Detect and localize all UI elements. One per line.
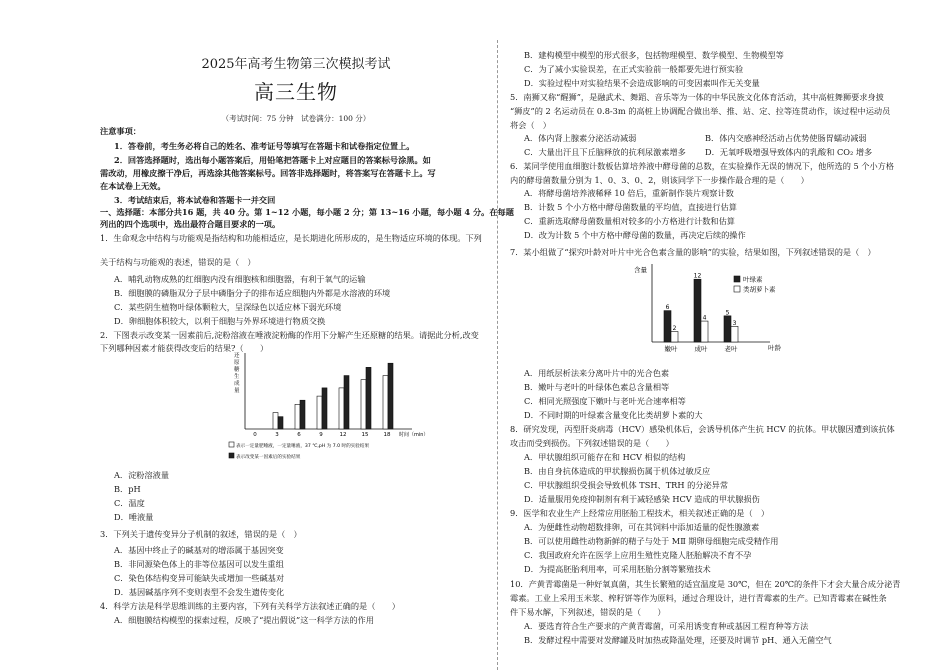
question-text: 下列哪种因素才能获得改变后的结果?（ ） — [100, 343, 269, 353]
x-axis-label: 叶龄 — [768, 344, 781, 352]
y-axis-label: 还原糖生成量 — [234, 353, 240, 394]
question-text: 2．下图表示改变某一因素前后,淀粉溶液在唾液淀粉酶的作用下分解产生还原糖的结果。请据此分析,改变 — [100, 330, 479, 340]
question-text: 10．产黄青霉菌是一种好氧真菌，其生长繁殖的适宜温度是 30℃，但在 20℃的条件下才会大量合成分泌青 — [510, 579, 901, 589]
answer-option: D．卵细胞体积较大，以利于细胞与外界环境进行物质交换 — [114, 316, 326, 326]
answer-option: B．建构模型中模型的形式很多，包括物理模型、数学模型、生物模型等 — [524, 50, 784, 60]
x-tick-label: 9 — [319, 432, 323, 438]
data-label: 2 — [672, 325, 677, 333]
legend-swatch-2 — [229, 453, 234, 458]
question-text: 霉素。工业上采用玉米浆、榨籽饼等作为原料，通过合理设计，进行青霉素的生产。已知青霉素在碱性条 — [510, 593, 887, 603]
bar-series-2 — [322, 388, 327, 429]
answer-option: D．实验过程中对实验结果不会造成影响的可变因素叫作无关变量 — [524, 78, 760, 88]
answer-option: B．发酵过程中需要对发酵罐及时加热或降温处理，还要及时调节 pH、通入无菌空气 — [524, 635, 832, 645]
answer-option: D．适量服用免疫抑制剂有利于减轻感染 HCV 造成的甲状腺损伤 — [524, 494, 760, 504]
question-text: 将会（ ） — [510, 120, 551, 130]
bar-series-1 — [273, 413, 278, 429]
bar-chlorophyll — [694, 279, 701, 342]
exam-title: 2025年高考生物第三次模拟考试 — [201, 57, 391, 72]
reducing-sugar-bar-chart — [227, 349, 437, 469]
exam-time-info: （考试时间：75 分钟 试卷满分：100 分） — [221, 114, 371, 123]
notice-heading: 注意事项： — [100, 126, 141, 136]
answer-option: D．无氧呼吸增强导致体内的乳酸和 CO₂ 增多 — [705, 147, 873, 157]
x-tick-label: 老叶 — [724, 345, 738, 353]
legend-swatch-1 — [229, 442, 234, 447]
answer-option: A．要选育符合生产要求的产黄青霉菌，可采用诱变育种或基因工程育种等方法 — [524, 621, 809, 631]
answer-option: C．温度 — [114, 498, 145, 508]
answer-option: A．细胞膜结构模型的探索过程，反映了“提出假说”这一科学方法的作用 — [114, 615, 374, 625]
question-text: 6．某同学使用血细胞计数板估算培养液中酵母菌的总数，在实验操作无误的情况下，他所选的 5 个小方格 — [510, 161, 895, 171]
answer-option: A．体内肾上腺素分泌活动减弱 — [524, 133, 637, 143]
answer-option: A．甲状腺组织可能存在和 HCV 相似的结构 — [524, 452, 686, 462]
bar-carotenoid — [701, 321, 708, 342]
answer-option: A．淀粉溶液量 — [114, 470, 170, 480]
x-tick-label: 3 — [275, 432, 279, 438]
section-heading: 列出的四个选项中，选出最符合题目要求的一项。 — [100, 219, 281, 229]
bar-carotenoid — [731, 326, 738, 342]
answer-option: B．可以使用雌性动物新鲜的精子与处于 MⅡ 期卵母细胞完成受精作用 — [524, 536, 779, 546]
answer-option: D．为提高胚胎利用率，可采用胚胎分割等繁殖技术 — [524, 564, 711, 574]
answer-option: D．基因碱基序列不变则表型不会发生遗传变化 — [114, 587, 285, 597]
answer-option: C．大量出汗且下丘脑释放的抗利尿激素增多 — [524, 147, 686, 157]
legend-label-2: 类胡萝卜素 — [743, 285, 776, 294]
answer-option: A．基因中终止子的碱基对的增添属于基因突变 — [114, 545, 284, 555]
answer-option: B．嫩叶与老叶的叶绿体色素总含量相等 — [524, 382, 670, 392]
legend-swatch-1 — [734, 276, 740, 282]
data-label: 5 — [725, 309, 730, 317]
question-text: 内的酵母菌数量分别为 1、0、3、0、2，则该同学下一步操作最合理的是（ ） — [510, 175, 809, 185]
x-tick-label: 6 — [297, 432, 301, 438]
answer-option: B．体内交感神经活动占优势使肠胃蠕动减弱 — [705, 133, 867, 143]
answer-option: A．用纸层析法来分离叶片中的光合色素 — [524, 368, 670, 378]
question-text: 5．南狮又称“醒狮”，是融武术、舞蹈、音乐等为一体的中华民族文化体育活动，其中高桩舞狮要求身披 — [510, 92, 884, 102]
notice-line: 2．回答选择题时，选出每小题答案后，用铅笔把答题卡上对应题目的答案标号涂黑。如 — [114, 155, 431, 165]
question-text: 9．医学和农业生产上经常应用胚胎工程技术，相关叙述正确的是（ ） — [510, 508, 770, 518]
answer-option: A．为便雌性动物超数排卵，可在其饲料中添加适量的促性腺激素 — [524, 522, 760, 532]
legend-label-1: 表示一定量肥唾液，一定量唾液，37 ℃,pH 为 7.0 时的实验结果 — [236, 444, 370, 449]
answer-option: D．改为计数 5 个中方格中酵母菌的数量，再决定后续的操作 — [524, 230, 746, 240]
question-text: 3．下列关于遗传变异分子机制的叙述，错误的是（ ） — [100, 529, 302, 539]
column-divider — [497, 40, 498, 670]
question-text: 8．研究发现，丙型肝炎病毒（HCV）感染机体后，会诱导机体产生抗 HCV 的抗体。甲状腺因遭到该抗体 — [510, 424, 895, 434]
notice-line: 3．考试结束后，将本试卷和答题卡一并交回 — [114, 195, 276, 205]
bar-series-2 — [278, 417, 283, 429]
x-tick-label: 嫩叶 — [664, 345, 678, 353]
answer-option: C．重新选取酵母菌数量相对较多的小方格进行计数和估算 — [524, 216, 735, 226]
bar-series-2 — [344, 376, 349, 429]
question-text: “狮皮”的 2 名运动员在 0.8-3m 的高桩上协调配合做出举、推、站、定、拉等连贯动作，该过程中运动员 — [510, 106, 891, 116]
x-tick-label: 成叶 — [694, 345, 708, 353]
answer-option: D．唾液量 — [114, 512, 154, 522]
question-text: 7．某小组做了“探究叶龄对叶片中光合色素含量的影响”的实验，结果如图，下列叙述错误的是（ ） — [510, 247, 876, 257]
bar-series-2 — [300, 400, 305, 429]
answer-option: B．由自身抗体造成的甲状腺损伤属于机体过敏反应 — [524, 466, 711, 476]
notice-line: 需改动，用橡皮擦干净后，再选涂其他答案标号。回答非选择题时，将答案写在答题卡上。写 — [100, 168, 436, 178]
answer-option: C．某些阴生植物叶绿体颗粒大，呈深绿色以适应林下弱光环境 — [114, 302, 342, 312]
answer-option: C．染色体结构变异可能缺失或增加一些碱基对 — [114, 573, 285, 583]
question-text: 件下易水解，下列叙述，错误的是（ ） — [510, 607, 666, 617]
x-tick-label: 15 — [361, 432, 369, 438]
answer-option: B．细胞膜的磷脂双分子层中磷脂分子的排布适应细胞内外都是水溶液的环境 — [114, 288, 391, 298]
subject-title: 高三生物 — [254, 80, 338, 104]
bar-series-1 — [339, 388, 344, 429]
data-label: 12 — [693, 272, 702, 280]
x-axis-label: 时间（min） — [399, 432, 429, 438]
y-axis-label: 含量 — [634, 266, 647, 274]
answer-option: B．非同源染色体上的非等位基因可以发生重组 — [114, 559, 284, 569]
question-text: 关于结构与功能观的表述，错误的是（ ） — [100, 257, 256, 267]
answer-option: A．将酵母菌培养液稀释 10 倍后，重新制作装片观察计数 — [524, 188, 734, 198]
legend-label-2: 表示改变某一因素后的实验结果 — [236, 455, 301, 460]
bar-chlorophyll — [664, 311, 671, 342]
bar-series-1 — [383, 376, 388, 429]
data-label: 6 — [665, 304, 670, 312]
bar-carotenoid — [671, 332, 678, 342]
answer-option: C．相同光照强度下嫩叶与老叶光合速率相等 — [524, 396, 686, 406]
answer-option: B．计数 5 个小方格中酵母菌数量的平均值，直接进行估算 — [524, 202, 737, 212]
bar-chlorophyll — [724, 316, 731, 342]
legend-label-1: 叶绿素 — [743, 275, 763, 284]
pigment-content-bar-chart — [630, 260, 785, 365]
notice-line: 1．答卷前，考生务必将自己的姓名、准考证号等填写在答题卡和试卷指定位置上。 — [114, 141, 415, 151]
section-heading: 一、选择题：本部分共16 题，共 40 分。第 1~12 小题，每小题 2 分；第 13~16 小题，每小题 4 分。在每题 — [100, 207, 514, 217]
bar-series-1 — [317, 396, 322, 429]
question-text: 1．生命观念中结构与功能观是指结构和功能相适应，是长期进化所形成的，是生物适应环境的体现。下列 — [100, 233, 482, 243]
answer-option: C．为了减小实验误差，在正式实验前一般都要先进行预实验 — [524, 64, 744, 74]
answer-option: B．pH — [114, 484, 141, 494]
answer-option: C．我国政府允许在医学上应用生殖性克隆人胚胎解决不育不孕 — [524, 550, 752, 560]
data-label: 4 — [702, 314, 707, 322]
question-text: 4．科学方法是科学思维训练的主要内容，下列有关科学方法叙述正确的是（ ） — [100, 601, 400, 611]
answer-option: C．甲状腺组织受损会导致机体 TSH、TRH 的分泌异常 — [524, 480, 729, 490]
x-tick-label: 12 — [339, 432, 347, 438]
legend-swatch-2 — [734, 286, 740, 292]
bar-series-1 — [361, 380, 366, 429]
bar-series-2 — [388, 363, 393, 429]
x-tick-label: 18 — [383, 432, 391, 438]
answer-option: D．不同时期的叶绿素含量变化比类胡萝卜素的大 — [524, 410, 703, 420]
x-tick-label: 0 — [253, 432, 257, 438]
question-text: 攻击而受到损伤。下列叙述错误的是（ ） — [510, 438, 674, 448]
answer-option: A．哺乳动物成熟的红细胞内没有细胞核和细胞器，有利于氧气的运输 — [114, 274, 366, 284]
notice-line: 在本试卷上无效。 — [100, 181, 166, 191]
data-label: 3 — [732, 319, 737, 327]
bar-series-2 — [366, 367, 371, 429]
bar-series-1 — [295, 404, 300, 429]
